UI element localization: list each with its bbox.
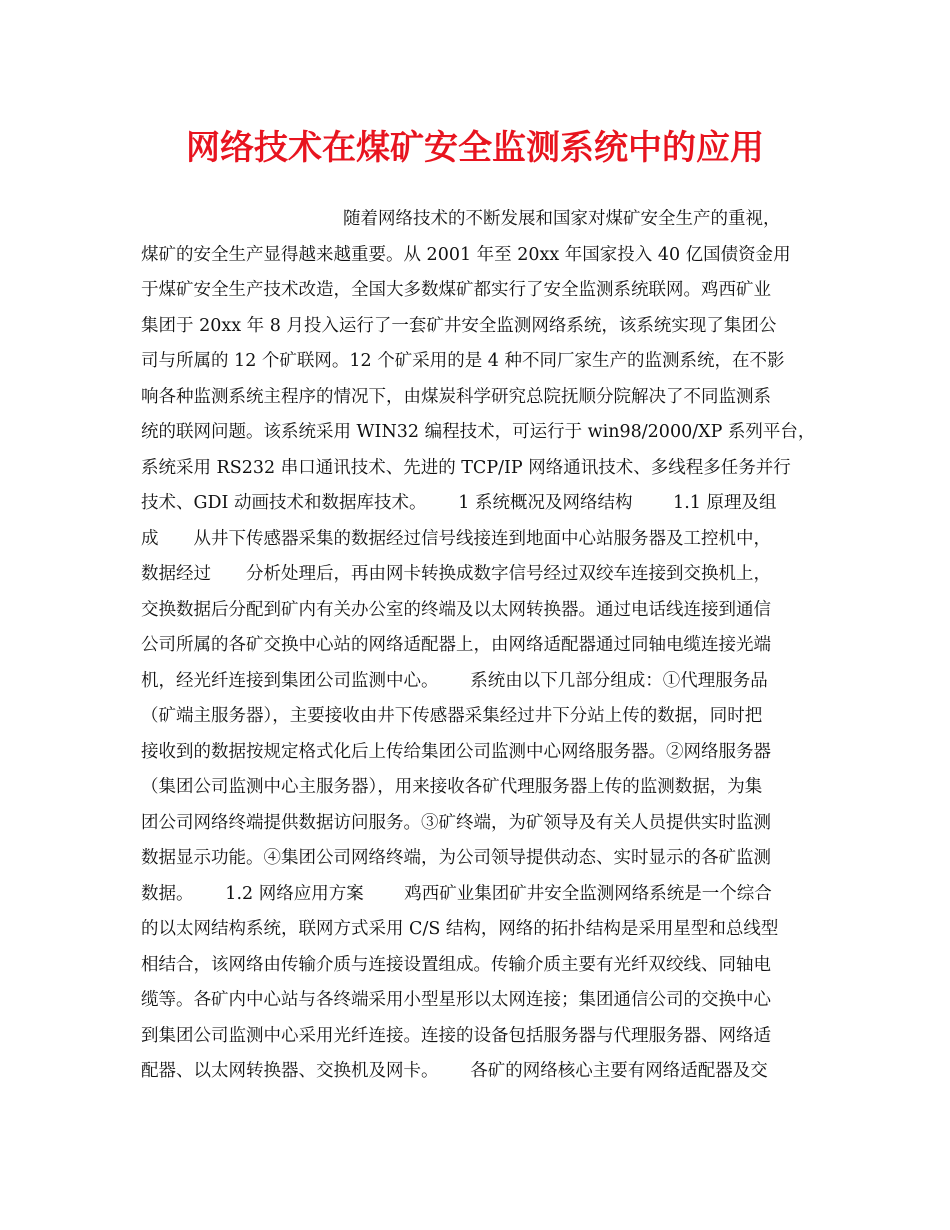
body-line: 于煤矿安全生产技术改造，全国大多数煤矿都实行了安全监测系统联网。鸡西矿业 xyxy=(141,280,771,300)
body-line: 机，经光纤连接到集团公司监测中心。 系统由以下几部分组成：①代理服务品 xyxy=(141,670,768,691)
document-body xyxy=(141,202,816,1090)
body-line: （集团公司监测中心主服务器），用来接收各矿代理服务器上传的监测数据，为集 xyxy=(141,777,763,797)
body-line: 技术、GDI 动画技术和数据库技术。 1 系统概况及网络结构 1.1 原理及组 xyxy=(141,493,777,513)
body-line: 相结合，该网络由传输介质与连接设置组成。传输介质主要有光纤双绞线、同轴电 xyxy=(141,954,771,975)
body-line: 公司所属的各矿交换中心站的网络适配器上，由网络适配器通过同轴电缆连接光端 xyxy=(141,635,771,655)
body-line: 煤矿的安全生产显得越来越重要。从 2001 年至 20xx 年国家投入 40 亿国债资金用 xyxy=(141,244,791,265)
body-line: 统的联网问题。该系统采用 WIN32 编程技术，可运行于 win98/2000/XP 系列平台， xyxy=(141,422,816,442)
body-line: 缆等。各矿内中心站与各终端采用小型星形以太网连接；集团通信公司的交换中心 xyxy=(141,990,771,1010)
body-line: 成 从井下传感器采集的数据经过信号线接连到地面中心站服务器及工控机中， xyxy=(141,528,771,549)
body-line: 交换数据后分配到矿内有关办公室的终端及以太网转换器。通过电话线连接到通信 xyxy=(141,599,771,620)
body-line: 配器、以太网转换器、交换机及网卡。 各矿的网络核心主要有网络适配器及交 xyxy=(141,1061,768,1081)
body-line: 接收到的数据按规定格式化后上传给集团公司监测中心网络服务器。②网络服务器 xyxy=(141,741,771,762)
body-line: 数据经过 分析处理后，再由网卡转换成数字信号经过双绞车连接到交换机上， xyxy=(141,564,771,584)
body-line: 系统采用 RS232 串口通讯技术、先进的 TCP/IP 网络通讯技术、多线程多任务并行 xyxy=(141,457,791,478)
body-line: 响各种监测系统主程序的情况下，由煤炭科学研究总院抚顺分院解决了不同监测系 xyxy=(141,386,771,407)
body-line: 到集团公司监测中心采用光纤连接。连接的设备包括服务器与代理服务器、网络适 xyxy=(141,1025,771,1046)
body-line: 随着网络技术的不断发展和国家对煤矿安全生产的重视， xyxy=(343,209,781,229)
body-line: 团公司网络终端提供数据访问服务。③矿终端，为矿领导及有关人员提供实时监测 xyxy=(141,812,771,833)
body-line: 的以太网结构系统，联网方式采用 C/S 结构，网络的拓扑结构是采用星型和总线型 xyxy=(141,919,779,939)
body-line: 司与所属的 12 个矿联网。12 个矿采用的是 4 种不同厂家生产的监测系统，在不影 xyxy=(141,351,785,371)
document-title: 网络技术在煤矿安全监测系统中的应用 xyxy=(186,128,764,168)
body-line: 数据。 1.2 网络应用方案 鸡西矿业集团矿井安全监测网络系统是一个综合 xyxy=(141,883,772,904)
body-line: 数据显示功能。④集团公司网络终端，为公司领导提供动态、实时显示的各矿监测 xyxy=(141,848,771,868)
body-line: 集团于 20xx 年 8 月投入运行了一套矿井安全监测网络系统，该系统实现了集团公 xyxy=(141,315,777,336)
body-line: （矿端主服务器），主要接收由井下传感器采集经过井下分站上传的数据，同时把 xyxy=(141,706,763,726)
